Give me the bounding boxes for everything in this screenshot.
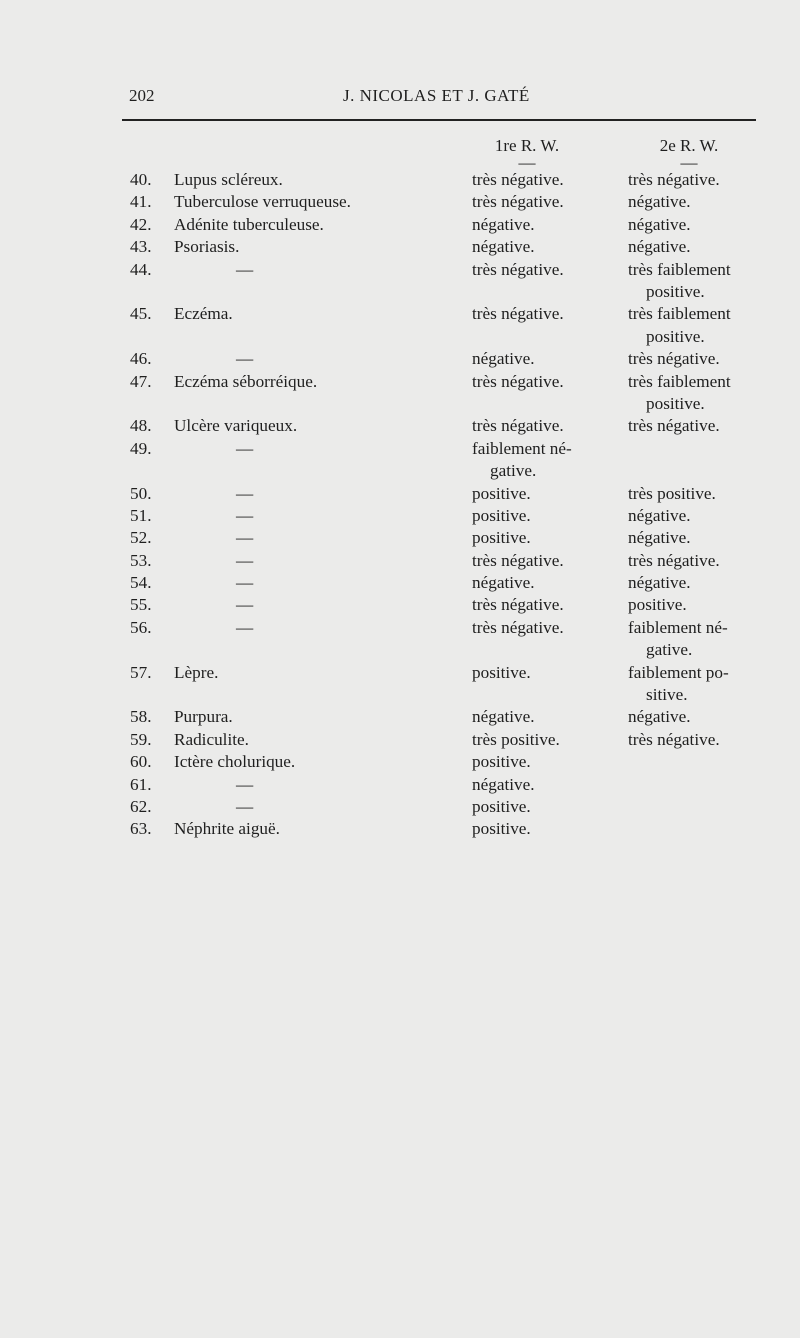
column-header-second-rw — [634, 136, 744, 172]
result-line: très négative. — [628, 416, 720, 436]
result-line: très négative. — [628, 170, 720, 189]
second-reaction-result — [628, 729, 768, 751]
second-reaction-result — [628, 594, 768, 616]
result-line: positive. — [646, 281, 705, 301]
page-number: 202 — [129, 86, 155, 105]
result-line: négative. — [628, 528, 691, 548]
case-number: 57. — [130, 662, 152, 682]
table-row — [0, 303, 800, 348]
case-number: 44. — [130, 259, 152, 279]
disease-name: — — [236, 528, 254, 548]
table-row — [0, 371, 800, 416]
result-line: négative. — [628, 505, 691, 525]
first-reaction-result — [472, 438, 622, 483]
table-row — [0, 214, 800, 236]
result-line: très faiblement — [628, 259, 731, 279]
case-number: 42. — [130, 214, 152, 234]
disease-name: — — [236, 595, 254, 615]
case-number: 40. — [130, 170, 152, 189]
result-line: très négative. — [472, 371, 564, 391]
column-header-first-rw — [472, 136, 582, 172]
case-number: 47. — [130, 371, 152, 391]
table-row — [0, 191, 800, 213]
result-line: très négative. — [472, 595, 564, 615]
table-row — [0, 348, 800, 370]
first-reaction-result — [472, 550, 622, 572]
result-line: négative. — [472, 774, 535, 794]
column-dash: — — [680, 153, 698, 172]
column-dash: — — [518, 153, 536, 172]
first-reaction-result — [472, 751, 622, 773]
result-line: très négative. — [628, 550, 720, 570]
disease-name: Adénite tuberculeuse. — [174, 214, 324, 234]
first-reaction-result — [472, 818, 622, 840]
first-reaction-result — [472, 169, 622, 191]
disease-name: — — [236, 797, 254, 817]
result-line: positive. — [472, 483, 531, 503]
results-table — [0, 169, 800, 841]
first-reaction-result — [472, 774, 622, 796]
result-line: gative. — [490, 461, 537, 481]
disease-name: Ictère cholurique. — [174, 752, 296, 772]
case-number: 52. — [130, 528, 152, 548]
result-line: très négative. — [628, 729, 720, 749]
disease-name: Psoriasis. — [174, 237, 240, 257]
table-row — [0, 729, 800, 751]
disease-name: Radiculite. — [174, 729, 249, 749]
result-line: positive. — [472, 662, 531, 682]
case-number: 59. — [130, 729, 152, 749]
result-line: négative. — [628, 237, 691, 257]
table-row — [0, 594, 800, 616]
table-row — [0, 706, 800, 728]
second-reaction-result — [628, 169, 768, 191]
table-row — [0, 662, 800, 707]
disease-name: Eczéma séborréique. — [174, 371, 318, 391]
case-number: 46. — [130, 349, 152, 369]
result-line: très négative. — [472, 304, 564, 324]
case-number: 45. — [130, 304, 152, 324]
case-number: 51. — [130, 505, 152, 525]
second-reaction-result — [628, 483, 768, 505]
first-reaction-result — [472, 236, 622, 258]
case-number: 58. — [130, 707, 152, 727]
case-number: 63. — [130, 819, 152, 839]
disease-name: — — [236, 438, 254, 458]
table-row — [0, 169, 800, 191]
disease-name: Eczéma. — [174, 304, 233, 324]
table-row — [0, 617, 800, 662]
result-line: négative. — [628, 707, 691, 727]
case-number: 56. — [130, 617, 152, 637]
first-reaction-result — [472, 483, 622, 505]
result-line: positive. — [628, 595, 687, 615]
header-rule — [122, 119, 756, 121]
second-reaction-result — [628, 348, 768, 370]
column-label: 2e R. W. — [659, 136, 719, 155]
result-line: négative. — [472, 349, 535, 369]
disease-name: — — [236, 617, 254, 637]
table-row — [0, 774, 800, 796]
result-line: négative. — [628, 192, 691, 212]
first-reaction-result — [472, 415, 622, 437]
disease-name: Tuberculose verruqueuse. — [174, 192, 351, 212]
column-label: 1re R. W. — [494, 136, 560, 155]
case-number: 54. — [130, 573, 152, 593]
disease-name: Purpura. — [174, 707, 233, 727]
disease-name: — — [236, 774, 254, 794]
disease-name: Lupus scléreux. — [174, 170, 283, 189]
second-reaction-result — [628, 706, 768, 728]
result-line: gative. — [646, 640, 693, 660]
case-number: 53. — [130, 550, 152, 570]
result-line: positive. — [472, 528, 531, 548]
first-reaction-result — [472, 505, 622, 527]
result-line: très négative. — [472, 170, 564, 189]
result-line: très négative. — [472, 550, 564, 570]
case-number: 62. — [130, 797, 152, 817]
first-reaction-result — [472, 594, 622, 616]
disease-name: — — [236, 573, 254, 593]
disease-name: Néphrite aiguë. — [174, 819, 280, 839]
second-reaction-result — [628, 371, 768, 416]
result-line: très faiblement — [628, 304, 731, 324]
table-row — [0, 796, 800, 818]
result-line: positive. — [472, 752, 531, 772]
first-reaction-result — [472, 527, 622, 549]
result-line: négative. — [472, 214, 535, 234]
table-row — [0, 483, 800, 505]
case-number: 43. — [130, 237, 152, 257]
second-reaction-result — [628, 415, 768, 437]
result-line: positive. — [472, 797, 531, 817]
first-reaction-result — [472, 259, 622, 281]
result-line: négative. — [472, 237, 535, 257]
second-reaction-result — [628, 236, 768, 258]
first-reaction-result — [472, 617, 622, 639]
result-line: positive. — [646, 393, 705, 413]
case-number: 50. — [130, 483, 152, 503]
case-number: 48. — [130, 416, 152, 436]
table-row — [0, 751, 800, 773]
disease-name: — — [236, 259, 254, 279]
first-reaction-result — [472, 191, 622, 213]
result-line: très négative. — [472, 192, 564, 212]
disease-name: Lèpre. — [174, 662, 219, 682]
table-row — [0, 236, 800, 258]
result-line: très positive. — [472, 729, 560, 749]
second-reaction-result — [628, 572, 768, 594]
result-line: très négative. — [628, 349, 720, 369]
first-reaction-result — [472, 214, 622, 236]
result-line: négative. — [472, 573, 535, 593]
disease-name: Ulcère variqueux. — [174, 416, 298, 436]
table-row — [0, 818, 800, 840]
first-reaction-result — [472, 348, 622, 370]
table-row — [0, 527, 800, 549]
result-line: très négative. — [472, 617, 564, 637]
first-reaction-result — [472, 729, 622, 751]
first-reaction-result — [472, 796, 622, 818]
case-number: 55. — [130, 595, 152, 615]
table-row — [0, 505, 800, 527]
second-reaction-result — [628, 259, 768, 304]
table-row — [0, 550, 800, 572]
result-line: très négative. — [472, 416, 564, 436]
case-number: 41. — [130, 192, 152, 212]
result-line: négative. — [472, 707, 535, 727]
second-reaction-result — [628, 617, 768, 662]
result-line: positive. — [646, 326, 705, 346]
table-row — [0, 259, 800, 304]
result-line: faiblement po- — [628, 662, 729, 682]
second-reaction-result — [628, 191, 768, 213]
first-reaction-result — [472, 572, 622, 594]
first-reaction-result — [472, 303, 622, 325]
first-reaction-result — [472, 371, 622, 393]
second-reaction-result — [628, 505, 768, 527]
second-reaction-result — [628, 662, 768, 707]
table-row — [0, 415, 800, 437]
result-line: très positive. — [628, 483, 716, 503]
result-line: très négative. — [472, 259, 564, 279]
first-reaction-result — [472, 662, 622, 684]
result-line: sitive. — [646, 685, 688, 705]
first-reaction-result — [472, 706, 622, 728]
result-line: négative. — [628, 573, 691, 593]
result-line: faiblement né- — [628, 617, 728, 637]
disease-name: — — [236, 550, 254, 570]
case-number: 60. — [130, 752, 152, 772]
result-line: positive. — [472, 819, 531, 839]
second-reaction-result — [628, 527, 768, 549]
result-line: très faiblement — [628, 371, 731, 391]
table-row — [0, 438, 800, 483]
case-number: 49. — [130, 438, 152, 458]
disease-name: — — [236, 349, 254, 369]
second-reaction-result — [628, 303, 768, 348]
table-row — [0, 572, 800, 594]
second-reaction-result — [628, 550, 768, 572]
running-title: J. NICOLAS ET J. GATÉ — [343, 86, 530, 105]
result-line: faiblement né- — [472, 438, 572, 458]
case-number: 61. — [130, 774, 152, 794]
disease-name: — — [236, 505, 254, 525]
disease-name: — — [236, 483, 254, 503]
result-line: négative. — [628, 214, 691, 234]
second-reaction-result — [628, 214, 768, 236]
result-line: positive. — [472, 505, 531, 525]
